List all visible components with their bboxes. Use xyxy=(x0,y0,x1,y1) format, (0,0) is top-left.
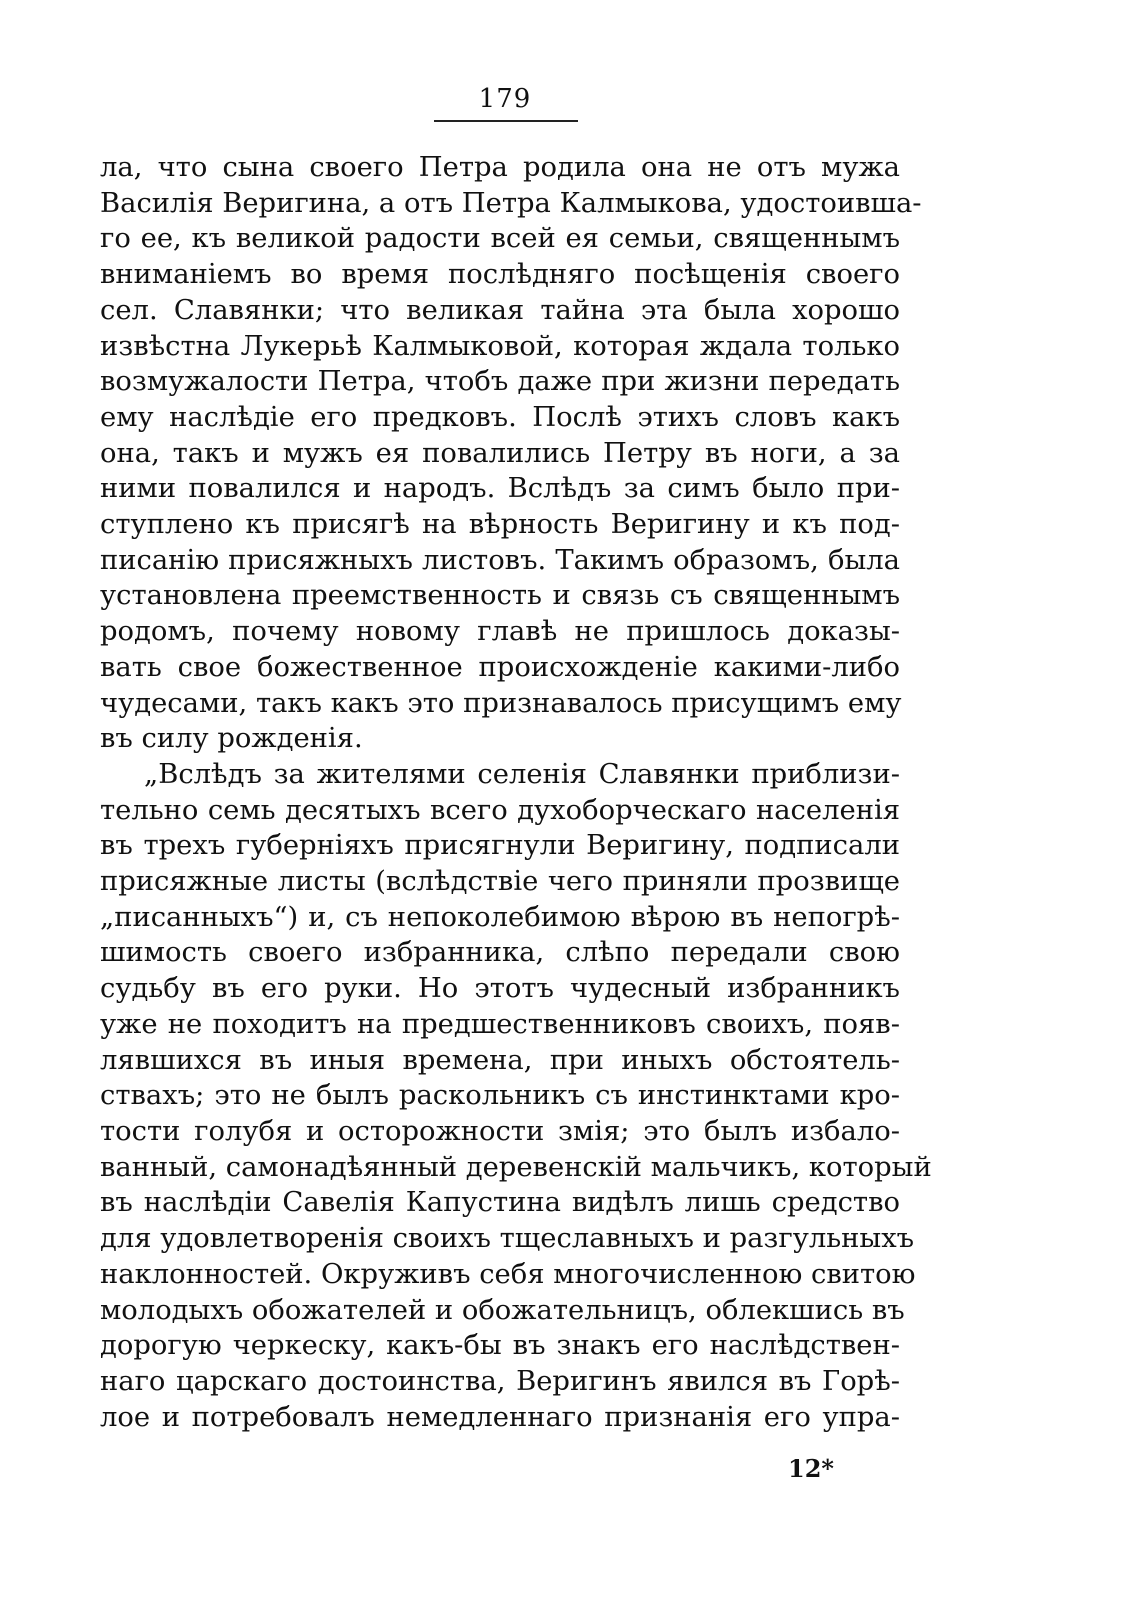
text-line: ними повалился и народъ. Вслѣдъ за симъ было при- xyxy=(100,473,900,505)
text-line: извѣстна Лукерьѣ Калмыковой, которая ждала только xyxy=(100,330,900,362)
text-line: для удовлетворенія своихъ тщеславныхъ и разгульныхъ xyxy=(100,1223,915,1255)
body-text xyxy=(100,150,932,1435)
text-line: ему наслѣдіе его предковъ. Послѣ этихъ словъ какъ xyxy=(100,401,900,433)
text-line: родомъ, почему новому главѣ не пришлось доказы- xyxy=(100,616,900,648)
text-line: ванный, самонадѣянный деревенскій мальчикъ, который xyxy=(100,1151,932,1183)
text-line: чудесами, такъ какъ это признавалось присущимъ ему xyxy=(100,687,902,719)
text-line: сел. Славянки; что великая тайна эта была хорошо xyxy=(100,294,900,326)
text-line: „писанныхъ“) и, съ непоколебимою вѣрою въ непогрѣ- xyxy=(100,901,900,933)
text-line: ла, что сына своего Петра родила она не отъ мужа xyxy=(100,152,900,183)
text-line: вать свое божественное происхожденіе какими-либо xyxy=(100,651,900,683)
text-line: тости голубя и осторожности змія; это былъ избало- xyxy=(100,1115,900,1147)
text-line: Василія Веригина, а отъ Петра Калмыкова, удостоивша- xyxy=(100,187,922,219)
text-line: наклонностей. Окруживъ себя многочисленною свитою xyxy=(100,1258,916,1290)
text-line: уже не походитъ на предшественниковъ своихъ, появ- xyxy=(100,1008,900,1040)
text-line: она, такъ и мужъ ея повалились Петру въ ноги, а за xyxy=(100,437,900,469)
text-line: тельно семь десятыхъ всего духоборческаго населенія xyxy=(100,794,900,826)
text-line: присяжные листы (вслѣдствіе чего приняли прозвище xyxy=(100,866,900,898)
text-line: въ трехъ губерніяхъ присягнули Веригину, подписали xyxy=(100,830,900,862)
text-line: вниманіемъ во время послѣдняго посѣщенія своего xyxy=(100,259,900,291)
text-line: лявшихся въ иныя времена, при иныхъ обстоятель- xyxy=(100,1044,900,1076)
text-line: установлена преемственность и связь съ священнымъ xyxy=(100,580,900,612)
text-line: наго царскаго достоинства, Веригинъ явился въ Горѣ- xyxy=(100,1365,900,1397)
text-line: „Вслѣдъ за жителями селенія Славянки приблизи- xyxy=(144,758,900,790)
text-line: ствахъ; это не былъ раскольникъ съ инстинктами кро- xyxy=(100,1080,900,1112)
text-line: шимость своего избранника, слѣпо передали свою xyxy=(100,937,900,969)
text-line: писанію присяжныхъ листовъ. Такимъ образомъ, была xyxy=(100,544,900,576)
text-line: въ наслѣдіи Савелія Капустина видѣлъ лишь средство xyxy=(100,1187,900,1219)
page-number: 179 xyxy=(478,84,532,114)
text-line: возмужалости Петра, чтобъ даже при жизни передать xyxy=(100,366,900,398)
signature-mark: 12* xyxy=(788,1454,834,1483)
text-line: судьбу въ его руки. Но этотъ чудесный избранникъ xyxy=(100,973,900,1005)
text-line: въ силу рожденія. xyxy=(100,723,363,755)
text-line: го ее, къ великой радости всей ея семьи, священнымъ xyxy=(100,223,900,255)
text-line: ступлено къ присягѣ на вѣрность Веригину и къ под- xyxy=(100,509,900,541)
text-line: молодыхъ обожателей и обожательницъ, облекшись въ xyxy=(100,1294,905,1326)
header-rule xyxy=(434,120,578,122)
text-line: лое и потребовалъ немедленнаго признанія его упра- xyxy=(100,1401,900,1433)
text-line: дорогую черкеску, какъ-бы въ знакъ его наслѣдствен- xyxy=(100,1330,900,1362)
